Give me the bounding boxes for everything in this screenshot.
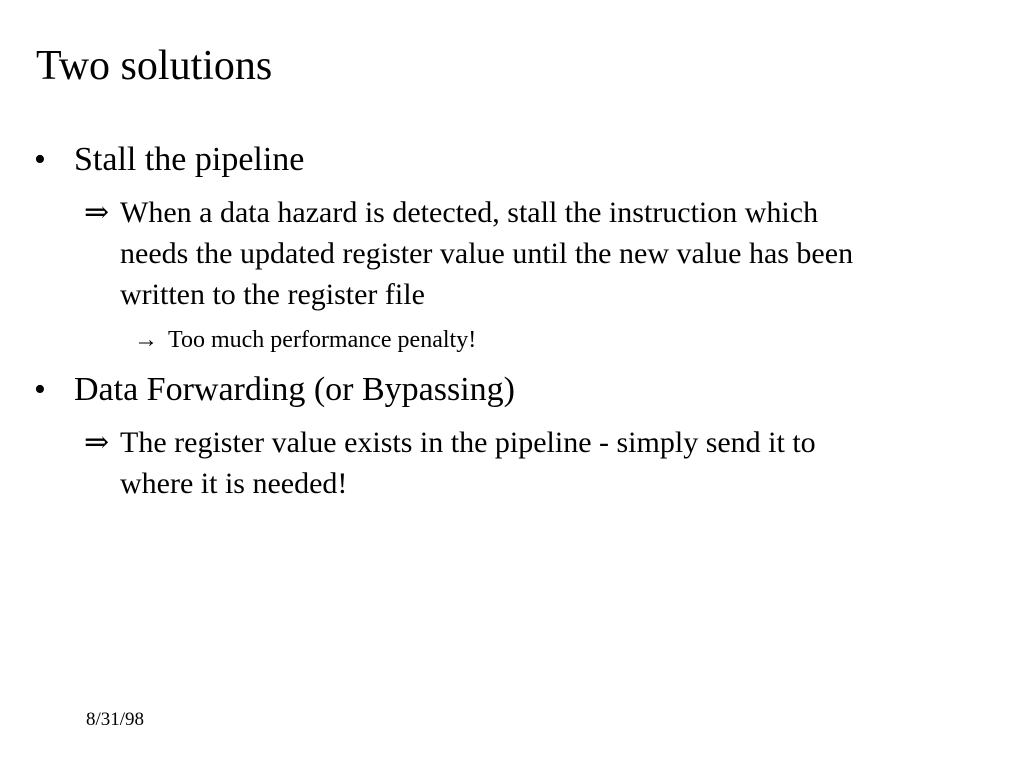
sub-sub-bullet-penalty: [134, 325, 476, 355]
bullet-dot-icon: •: [34, 371, 46, 408]
double-arrow-icon: ⇒: [84, 196, 110, 229]
slide-title: Two solutions: [36, 43, 273, 89]
sub-bullet-stall-detail: [84, 192, 984, 315]
sub-bullet-line: ⇒ When a data hazard is detected, stall the instruction which: [84, 192, 984, 233]
bullet-dot-icon: •: [34, 141, 46, 178]
sub-bullet-line: ⇒ The register value exists in the pipeline - simply send it to: [84, 422, 984, 463]
bullet-stall-pipeline: [34, 140, 304, 180]
sub-bullet-line: where it is needed!: [120, 467, 348, 500]
sub-sub-bullet-text: Too much performance penalty!: [168, 327, 477, 353]
footer-date: 8/31/98: [86, 709, 145, 730]
bullet-text: Data Forwarding (or Bypassing): [74, 371, 515, 408]
bullet-data-forwarding: [34, 370, 515, 410]
sub-bullet-forwarding-detail: [84, 422, 984, 504]
sub-bullet-line: needs the updated register value until the new value has been: [120, 237, 854, 270]
sub-bullet-line: written to the register file: [120, 278, 425, 311]
double-arrow-icon: ⇒: [84, 426, 110, 459]
arrow-icon: →: [134, 327, 158, 353]
bullet-text: Stall the pipeline: [74, 141, 305, 178]
